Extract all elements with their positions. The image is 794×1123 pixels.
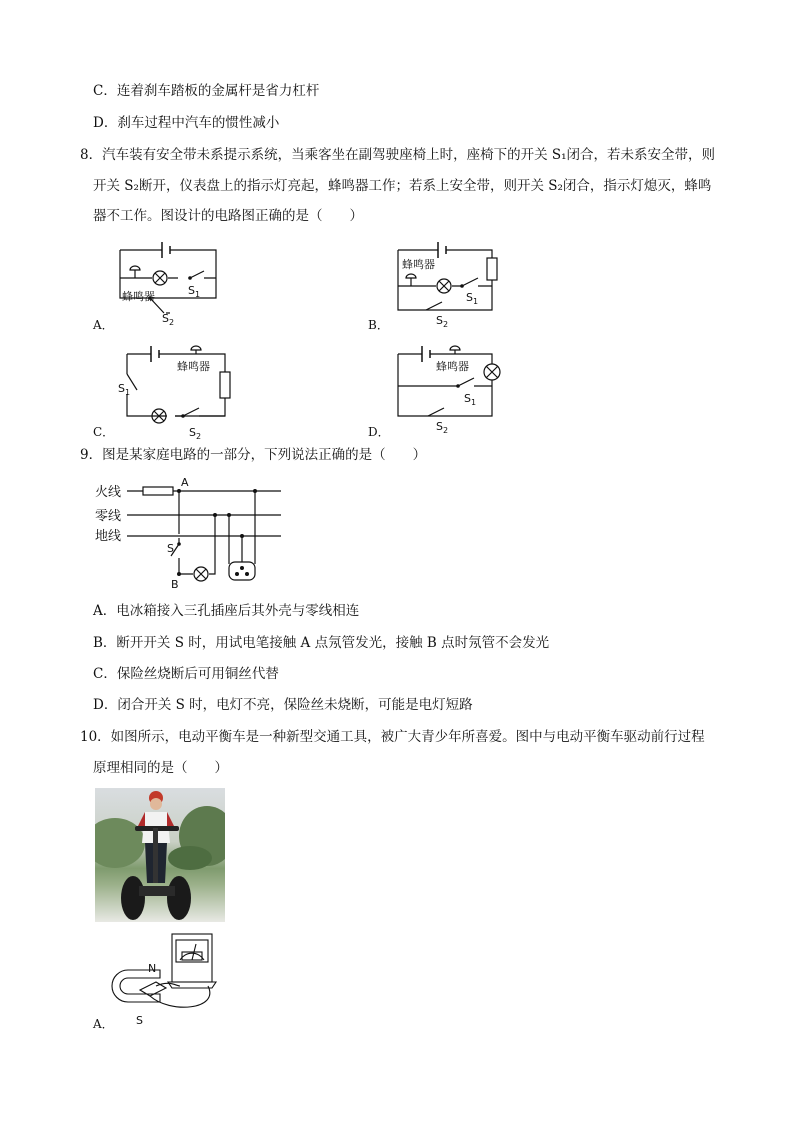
q8-circuit-b bbox=[392, 238, 512, 328]
q8b-buzzer-label: 蜂鸣器 bbox=[402, 258, 435, 271]
q8-circuit-a bbox=[110, 238, 230, 328]
q8a-buzzer-label: 蜂鸣器 bbox=[122, 290, 155, 303]
q8d-s1: $S_1$ bbox=[464, 392, 477, 407]
q8-stem-line2: 开关 S₂断开，仪表盘上的指示灯亮起，蜂鸣器工作；若系上安全带，则开关 S₂闭合，指示灯熄灭，蜂鸣 bbox=[93, 178, 712, 194]
magnet-north-label: N bbox=[148, 962, 157, 975]
q9-option-d: D．闭合开关 S 时，电灯不亮，保险丝未烧断，可能是电灯短路 bbox=[93, 697, 473, 713]
q8-stem-line1: 8．汽车装有安全带未系提示系统，当乘客坐在副驾驶座椅上时，座椅下的开关 S₁闭合，若未系安全带，则 bbox=[80, 147, 716, 163]
q8-circuit-d bbox=[392, 340, 512, 435]
q8-circuit-c bbox=[115, 340, 240, 441]
q8-label-c: C． bbox=[93, 425, 115, 439]
q7-option-d: D．刹车过程中汽车的惯性减小 bbox=[93, 115, 280, 131]
balance-scooter-photo bbox=[95, 788, 225, 922]
q9-switch-s: S bbox=[167, 542, 174, 555]
q7-option-c: C．连着刹车踏板的金属杆是省力杠杆 bbox=[93, 83, 320, 99]
q9-ground-wire-label: 地线 bbox=[95, 529, 122, 544]
q8-label-b: B． bbox=[368, 318, 389, 332]
q10-stem-line2: 原理相同的是（ ） bbox=[93, 760, 228, 776]
magnet-south-label: S bbox=[136, 1014, 143, 1027]
q10-option-a-diagram bbox=[110, 930, 230, 1030]
q8-label-d: D． bbox=[368, 425, 390, 439]
q8b-s2: $S_2$ bbox=[436, 314, 449, 329]
q9-household-circuit bbox=[95, 474, 295, 594]
q9-option-b: B．断开开关 S 时，用试电笔接触 A 点氖管发光，接触 B 点时氖管不会发光 bbox=[93, 635, 550, 651]
q9-point-b: B bbox=[171, 578, 179, 591]
q10-label-a: A． bbox=[93, 1017, 114, 1031]
q9-point-a: A bbox=[181, 476, 189, 489]
q8a-s1: $S_1$ bbox=[188, 284, 201, 299]
q8d-buzzer-label: 蜂鸣器 bbox=[436, 360, 469, 373]
q9-option-a: A．电冰箱接入三孔插座后其外壳与零线相连 bbox=[93, 603, 360, 619]
q9-option-c: C．保险丝烧断后可用铜丝代替 bbox=[93, 666, 279, 682]
q9-live-wire-label: 火线 bbox=[95, 485, 122, 500]
q8a-s2: $S_2$ bbox=[162, 312, 175, 327]
q8b-s1: $S_1$ bbox=[466, 291, 479, 306]
q8-stem-line3: 器不工作。图设计的电路图正确的是（ ） bbox=[93, 208, 363, 224]
q8c-s1: $S_1$ bbox=[118, 382, 131, 397]
q8-label-a: A． bbox=[93, 318, 114, 332]
q9-stem: 9．图是某家庭电路的一部分，下列说法正确的是（ ） bbox=[80, 447, 427, 463]
q8d-s2: $S_2$ bbox=[436, 420, 449, 435]
q10-stem-line1: 10．如图所示，电动平衡车是一种新型交通工具，被广大青少年所喜爱。图中与电动平衡车驱动前行过程 bbox=[80, 729, 705, 745]
q8c-s2: $S_2$ bbox=[189, 426, 202, 441]
q8c-buzzer-label: 蜂鸣器 bbox=[177, 360, 210, 373]
q9-neutral-wire-label: 零线 bbox=[95, 509, 122, 524]
